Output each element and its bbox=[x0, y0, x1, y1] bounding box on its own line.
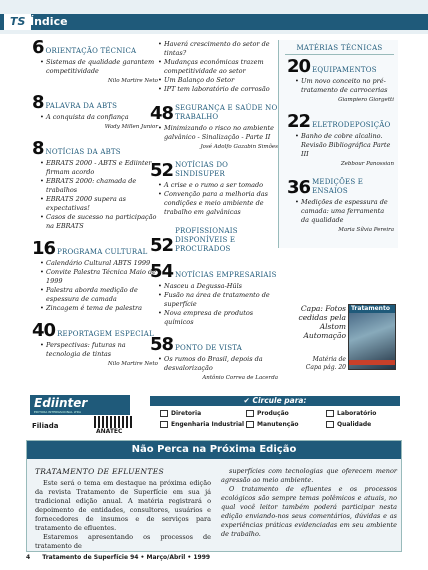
index-entry-palavra-da-abts[interactable] bbox=[30, 92, 158, 131]
article-title: • Casos de sucesso na participação na EBRATS bbox=[46, 213, 158, 231]
article-author: Nilo Martire Neto bbox=[107, 361, 158, 367]
index-column-2 bbox=[148, 40, 278, 392]
index-entry-orientacao-tecnica[interactable] bbox=[30, 37, 158, 85]
filiada-label: Filiada bbox=[32, 422, 59, 430]
page-ref: 54 bbox=[150, 261, 174, 282]
section-header bbox=[287, 178, 394, 196]
index-entry-reportagem-especial[interactable] bbox=[30, 320, 158, 368]
materias-tecnicas-title: MATÉRIAS TÉCNICAS bbox=[285, 42, 394, 55]
section-header bbox=[287, 111, 394, 132]
checkbox-icon bbox=[326, 421, 334, 428]
page-ref: 40 bbox=[32, 320, 56, 341]
article-title: • Nasceu a Degussa-Hüls bbox=[164, 282, 278, 291]
page-ref: 8 bbox=[32, 138, 44, 159]
page-ref: 8 bbox=[32, 92, 44, 113]
article-title: • Perspectivas: futuras na tecnologia de tintas bbox=[46, 341, 158, 359]
section-title: ELETRODEPOSIÇÃO bbox=[312, 121, 391, 129]
article-title: • Zincagem é tema de palestra bbox=[46, 304, 158, 313]
section-title: PROFISSIONAIS DISPONÍVEIS E PROCURADOS bbox=[175, 227, 238, 253]
article-title: • IPT tem laboratório de corrosão bbox=[164, 85, 278, 94]
article-title: • Calendário Cultural ABTS 1999 bbox=[46, 259, 158, 268]
next-edition-title: Não Perca na Próxima Edição bbox=[27, 441, 401, 459]
article-author: Zebbour Panossian bbox=[340, 161, 394, 167]
index-entry-eletrodeposicao[interactable] bbox=[285, 111, 394, 168]
section-header bbox=[32, 238, 158, 259]
article-author: Maria Sílvia Pereira bbox=[338, 227, 394, 233]
section-header bbox=[150, 334, 278, 355]
index-entry-continued bbox=[148, 40, 278, 94]
cover-story-reference: Matéria de Capa pág. 20 bbox=[305, 356, 346, 371]
index-column-3 bbox=[278, 40, 398, 248]
article-title: • Convenção para a melhoria das condições e meio ambiente de trabalho em galvânicas bbox=[164, 190, 278, 217]
checkbox-icon bbox=[160, 421, 168, 428]
index-entry-medicoes-e-ensaios[interactable] bbox=[285, 178, 394, 234]
section-title: ORIENTAÇÃO TÉCNICA bbox=[45, 47, 137, 55]
page-ref: 58 bbox=[150, 334, 174, 355]
index-entry-noticias-empresariais[interactable] bbox=[148, 261, 278, 327]
page-ref: 52 bbox=[150, 160, 174, 181]
section-header bbox=[32, 37, 158, 58]
index-entry-seguranca-e-saude-no-trabalho[interactable] bbox=[148, 104, 278, 151]
article-title: • A crise e o rumo a ser tomado bbox=[164, 181, 278, 190]
article-title: • Um novo conceito no pré-tratamento de carrocerias bbox=[301, 77, 394, 95]
article-title: • A conquista da confiança bbox=[46, 113, 158, 122]
section-title: EQUIPAMENTOS bbox=[312, 66, 377, 74]
article-author: Wady Millen Junior bbox=[104, 124, 158, 130]
ts-logo: TS bbox=[4, 14, 31, 30]
section-title: MEDIÇÕES E ENSAIOS bbox=[312, 178, 364, 195]
article-title: • Mudanças econômicas trazem competitividade ao setor bbox=[164, 58, 278, 76]
page-footer bbox=[26, 554, 406, 561]
circule-para-box bbox=[150, 396, 400, 432]
circule-para-title: ✔ Circule para: bbox=[150, 396, 400, 406]
cover-mini-title: Tratamento bbox=[351, 305, 390, 312]
index-entry-profissionais-disponiveis-e-procurados[interactable] bbox=[148, 227, 278, 254]
article-title: • EBRATS 2000: chamada de trabalhos bbox=[46, 177, 158, 195]
page-ref: 36 bbox=[287, 177, 311, 198]
cover-caption: Capa: Fotos cedidas pela Alstom Automação bbox=[298, 304, 346, 340]
article-title: • Fusão na área de tratamento de superfície bbox=[164, 291, 278, 309]
article-title: • Os rumos do Brasil, depois da desvalorização bbox=[164, 355, 278, 373]
checkbox-diretoria[interactable]: Diretoria bbox=[160, 410, 201, 417]
article-title: • Medições de espessura de camada: uma ferramenta da qualidade bbox=[301, 198, 394, 225]
cover-thumbnail[interactable] bbox=[348, 304, 396, 370]
next-edition-left-col: TRATAMENTO DE EFLUENTES Este será o tema em destaque na próxima edição da revista Tratamento de Superfície em sua já tradicional edição anual. A matéria registrará o depoimento de entidades, consultores, usuários e fornecedores de insumos e de serviços para tratamento de efluentes. Estaremos apresentando os processos de tratamento de bbox=[35, 467, 211, 550]
section-title: NOTÍCIAS DO SINDISUPER bbox=[175, 161, 229, 178]
checkmark-icon: ✔ bbox=[243, 396, 253, 405]
checkbox-producao[interactable]: Produção bbox=[246, 410, 289, 417]
section-header bbox=[32, 138, 158, 159]
index-entry-programa-cultural[interactable] bbox=[30, 238, 158, 313]
section-title: PROGRAMA CULTURAL bbox=[57, 248, 148, 256]
article-title: • Convite Palestra Técnica Maio de 1999 bbox=[46, 268, 158, 286]
article-title: • EBRATS 2000 supera as expectativas! bbox=[46, 195, 158, 213]
index-entry-equipamentos[interactable] bbox=[285, 56, 394, 104]
next-edition-section: TRATAMENTO DE EFLUENTES bbox=[35, 467, 164, 476]
section-header bbox=[150, 161, 278, 179]
section-title: NOTÍCIAS EMPRESARIAIS bbox=[175, 271, 277, 279]
article-author: Nilo Martire Neto bbox=[107, 78, 158, 84]
section-header bbox=[32, 320, 158, 341]
article-title: • Um Balanço do Setor bbox=[164, 76, 278, 85]
page-number: 4 bbox=[26, 554, 31, 561]
page-ref: 16 bbox=[32, 238, 56, 259]
article-author: Giampiero Giorgetti bbox=[338, 97, 394, 103]
checkbox-laboratorio[interactable]: Laboratório bbox=[326, 410, 376, 417]
checkbox-qualidade[interactable]: Qualidade bbox=[326, 421, 371, 428]
page-title: Índice bbox=[30, 15, 68, 28]
article-author: Antônio Correa de Lacerda bbox=[202, 375, 278, 381]
article-title: • Sistemas de qualidade garantem competitividade bbox=[46, 58, 158, 76]
article-title: • Nova empresa de produtos químicos bbox=[164, 309, 278, 327]
page-ref: 48 bbox=[150, 103, 174, 124]
next-edition-banner bbox=[26, 440, 402, 552]
anatec-logo: ANATEC bbox=[94, 416, 134, 438]
section-title: NOTÍCIAS DA ABTS bbox=[45, 148, 121, 156]
next-edition-right-col: superfícies com tecnologias que oferecem menor agressão ao meio ambiente. O tratamento de efluentes e os processos ecológicos são sempre temas polêmicos e atuais, no qual você leitor também poderá participar nesta edição enviando-nos seus comentários, dúvidas e as experiências práticas evidenciadas em seu ambiente de trabalho. bbox=[221, 467, 397, 538]
section-header bbox=[150, 261, 278, 282]
ediinter-logo: Ediinter EDITORA INTERNACIONAL LTDA bbox=[30, 395, 130, 415]
section-title: PALAVRA DA ABTS bbox=[45, 102, 118, 110]
section-header bbox=[32, 92, 158, 113]
materias-tecnicas-box bbox=[278, 40, 398, 248]
article-author: José Adolfo Gazabin Simões bbox=[200, 144, 278, 150]
index-entry-noticias-da-abts[interactable] bbox=[30, 138, 158, 231]
section-title: PONTO DE VISTA bbox=[175, 344, 242, 352]
article-title: • Minimizando o risco no ambiente galvânico - Sinalização - Parte II bbox=[164, 124, 278, 142]
section-title: REPORTAGEM ESPECIAL bbox=[57, 330, 154, 338]
checkbox-icon bbox=[326, 410, 334, 417]
section-header bbox=[150, 104, 278, 122]
checkbox-engenharia-industrial[interactable]: Engenharia Industrial bbox=[160, 421, 244, 428]
page-ref: 6 bbox=[32, 37, 44, 58]
index-entry-noticias-do-sindisuper[interactable] bbox=[148, 161, 278, 217]
checkbox-icon bbox=[246, 421, 254, 428]
section-title: SEGURANÇA E SAÚDE NO TRABALHO bbox=[175, 104, 278, 121]
checkbox-icon bbox=[246, 410, 254, 417]
checkbox-icon bbox=[160, 410, 168, 417]
page-ref: 52 bbox=[150, 235, 174, 256]
index-column-1 bbox=[30, 37, 158, 378]
article-title: • Palestra aborda medição de espessura de camada bbox=[46, 286, 158, 304]
checkbox-manutencao[interactable]: Manutenção bbox=[246, 421, 299, 428]
page-ref: 20 bbox=[287, 56, 311, 77]
page-ref: 22 bbox=[287, 111, 311, 132]
article-title: • Haverá crescimento do setor de tintas? bbox=[164, 40, 278, 58]
section-header bbox=[287, 56, 394, 77]
footer-text: Tratamento de Superfície 94 • Março/Abril • 1999 bbox=[42, 554, 211, 561]
section-header bbox=[150, 227, 278, 254]
article-title: • Banho de cobre alcalino. Revisão Bibliográfica Parte III bbox=[301, 132, 394, 159]
article-title: • EBRATS 2000 - ABTS e Ediinter firmam acordo bbox=[46, 159, 158, 177]
index-entry-ponto-de-vista[interactable] bbox=[148, 334, 278, 382]
